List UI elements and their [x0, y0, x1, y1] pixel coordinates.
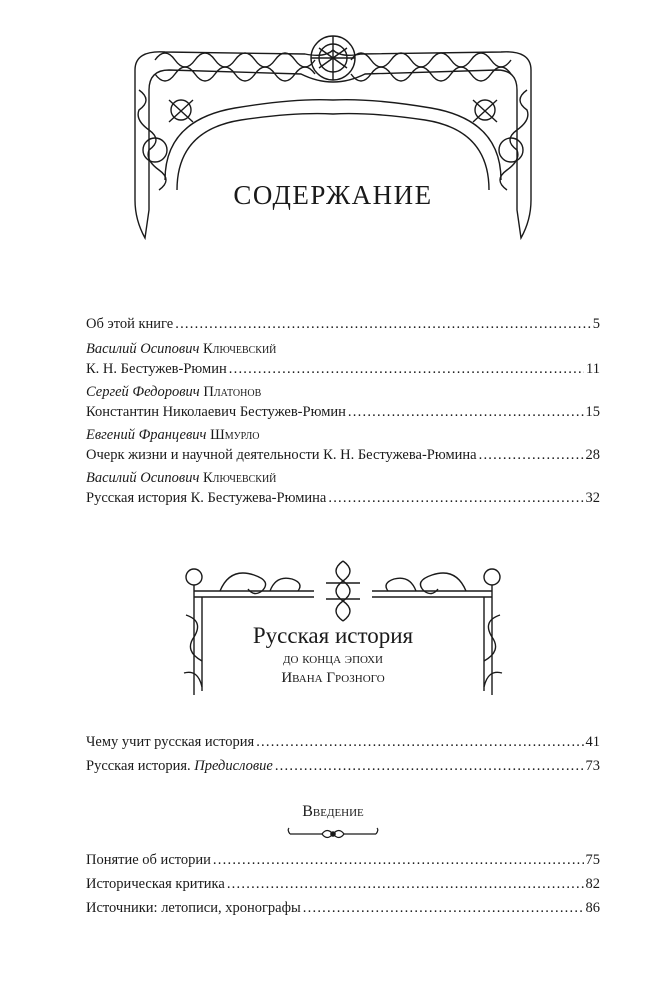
toc-entry-title: Историческая критика: [86, 876, 225, 892]
toc-entry-title-italic: Предисловие: [194, 758, 273, 774]
toc-entry[interactable]: [86, 425, 600, 466]
intro-heading: Введение: [302, 803, 364, 820]
toc-entry[interactable]: [86, 896, 600, 920]
toc-entry-title-main: Русская история.: [86, 758, 191, 774]
toc-entry-title: Чему учит русская история: [86, 734, 255, 750]
toc-entry[interactable]: [86, 730, 600, 754]
toc-entry[interactable]: [86, 754, 600, 778]
leader-dots: [175, 314, 591, 335]
toc-entry-author: [86, 339, 600, 359]
toc-front: [86, 314, 600, 509]
toc-entry[interactable]: [86, 468, 600, 509]
toc-entry-author: [86, 382, 600, 402]
toc-entry[interactable]: [86, 872, 600, 896]
toc-entry-author: [86, 468, 600, 488]
toc-entry-page: 75: [585, 852, 600, 868]
leader-dots: [227, 872, 584, 896]
toc-entry-title: Источники: летописи, хронографы: [86, 900, 301, 916]
toc-entry-page: 41: [585, 734, 600, 750]
section-title-block: [0, 622, 666, 688]
toc-entry[interactable]: [86, 314, 600, 335]
toc-entry[interactable]: [86, 848, 600, 872]
leader-dots: [229, 359, 584, 380]
toc-entry-title: К. Н. Бестужев-Рюмин: [86, 361, 227, 377]
toc-entry-page: 82: [585, 876, 600, 892]
toc-entry-page: 32: [585, 490, 600, 506]
author-first-names: Василий Осипович: [86, 341, 200, 357]
toc-entry-title: Русская история К. Бестужева-Рюмина: [86, 490, 327, 506]
author-surname: Ключевский: [202, 341, 277, 357]
toc-entry[interactable]: [86, 339, 600, 380]
leader-dots: [213, 848, 584, 872]
section-subtitle-line-1: до конца эпохи: [283, 651, 383, 667]
celtic-arch-ornament-icon: [125, 30, 541, 245]
author-surname: Ключевский: [202, 470, 277, 486]
toc-entry-page: 73: [585, 758, 600, 774]
section-subtitle-line-2: Ивана Грозного: [281, 670, 385, 686]
author-first-names: Сергей Федорович: [86, 384, 200, 400]
flourish-divider-icon: [286, 826, 380, 842]
toc-section: [86, 730, 600, 778]
toc-entry-page: 28: [585, 447, 600, 463]
toc-entry-author: [86, 425, 600, 445]
leader-dots: [479, 445, 584, 466]
toc-entry-title: [86, 754, 273, 778]
author-first-names: Евгений Францевич: [86, 427, 207, 443]
page-title: СОДЕРЖАНИЕ: [233, 180, 433, 210]
toc-entry[interactable]: [86, 382, 600, 423]
toc-entry-title: Понятие об истории: [86, 852, 211, 868]
leader-dots: [303, 896, 584, 920]
leader-dots: [256, 730, 583, 754]
leader-dots: [328, 488, 583, 509]
toc-entry-page: 15: [585, 404, 600, 420]
toc-entry-page: 11: [586, 361, 600, 377]
leader-dots: [348, 402, 584, 423]
leader-dots: [275, 754, 584, 778]
toc-entry-title: Об этой книге: [86, 316, 174, 332]
section-title: Русская история: [252, 623, 414, 648]
toc-entry-title: Очерк жизни и научной деятельности К. Н. Бестужева-Рюмина: [86, 447, 477, 463]
toc-intro: [86, 848, 600, 920]
author-surname: Шмурло: [210, 427, 260, 443]
author-first-names: Василий Осипович: [86, 470, 200, 486]
toc-entry-title: Константин Николаевич Бестужев-Рюмин: [86, 404, 346, 420]
author-surname: Платонов: [203, 384, 262, 400]
toc-entry-page: 86: [585, 900, 600, 916]
toc-entry-page: 5: [592, 316, 600, 332]
